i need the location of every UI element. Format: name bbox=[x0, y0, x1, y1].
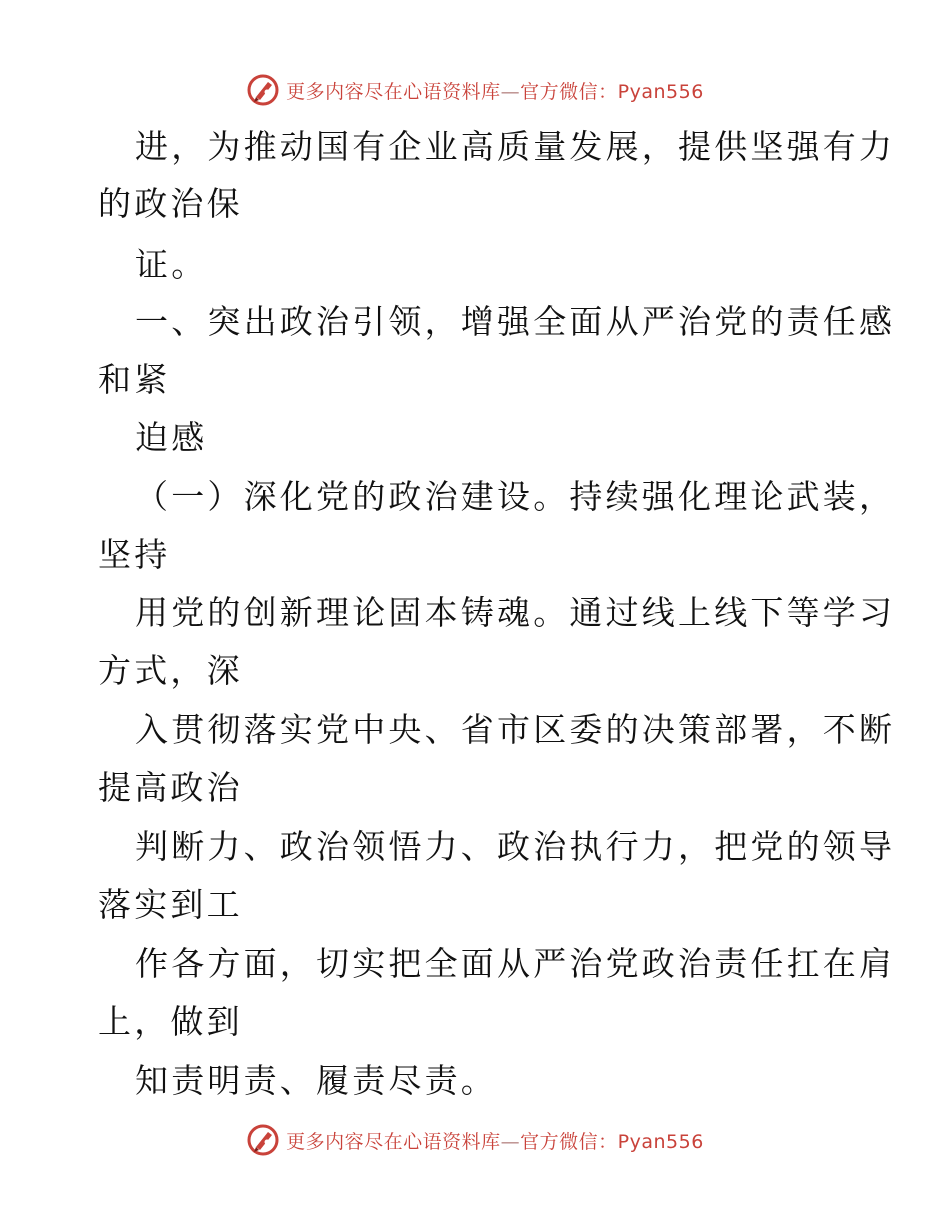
body-line-2: 的政治保 bbox=[98, 184, 243, 223]
body-line-3: 证。 bbox=[135, 245, 208, 284]
footer-watermark-inner bbox=[246, 1123, 704, 1157]
body-line-12: 提高政治 bbox=[98, 768, 243, 807]
footer-watermark-suffix-text: 官方微信：Pyan556 bbox=[520, 1130, 704, 1153]
body-line-10: 方式，深 bbox=[98, 651, 243, 690]
header-watermark-main-text: 更多内容尽在心语资料库 bbox=[286, 80, 501, 103]
footer-watermark-main-text: 更多内容尽在心语资料库 bbox=[286, 1130, 501, 1153]
header-watermark-dash: — bbox=[500, 80, 521, 103]
body-line-4: 一、突出政治引领，增强全面从严治党的责任感 bbox=[135, 302, 896, 341]
header-watermark-inner bbox=[246, 73, 704, 107]
body-line-8: 坚持 bbox=[98, 535, 171, 574]
body-line-15: 作各方面，切实把全面从严治党政治责任扛在肩 bbox=[135, 944, 896, 983]
body-line-5: 和紧 bbox=[98, 360, 171, 399]
header-watermark-suffix-text: 官方微信：Pyan556 bbox=[520, 80, 704, 103]
pen-logo-icon bbox=[246, 1123, 280, 1157]
body-line-6: 迫感 bbox=[135, 418, 208, 457]
body-line-14: 落实到工 bbox=[98, 885, 243, 924]
footer-watermark-dash: — bbox=[500, 1130, 521, 1153]
body-line-16: 上，做到 bbox=[98, 1002, 243, 1041]
body-line-13: 判断力、政治领悟力、政治执行力，把党的领导 bbox=[135, 827, 896, 866]
header-watermark-banner bbox=[0, 70, 950, 110]
body-line-11: 入贯彻落实党中央、省市区委的决策部署，不断 bbox=[135, 710, 896, 749]
body-line-17: 知责明责、履责尽责。 bbox=[135, 1061, 497, 1100]
footer-watermark-banner bbox=[0, 1120, 950, 1160]
body-line-9: 用党的创新理论固本铸魂。通过线上线下等学习 bbox=[135, 593, 896, 632]
body-line-1: 进，为推动国有企业高质量发展，提供坚强有力 bbox=[135, 127, 896, 166]
pen-logo-icon bbox=[246, 73, 280, 107]
body-line-7: （一）深化党的政治建设。持续强化理论武装， bbox=[135, 477, 896, 516]
